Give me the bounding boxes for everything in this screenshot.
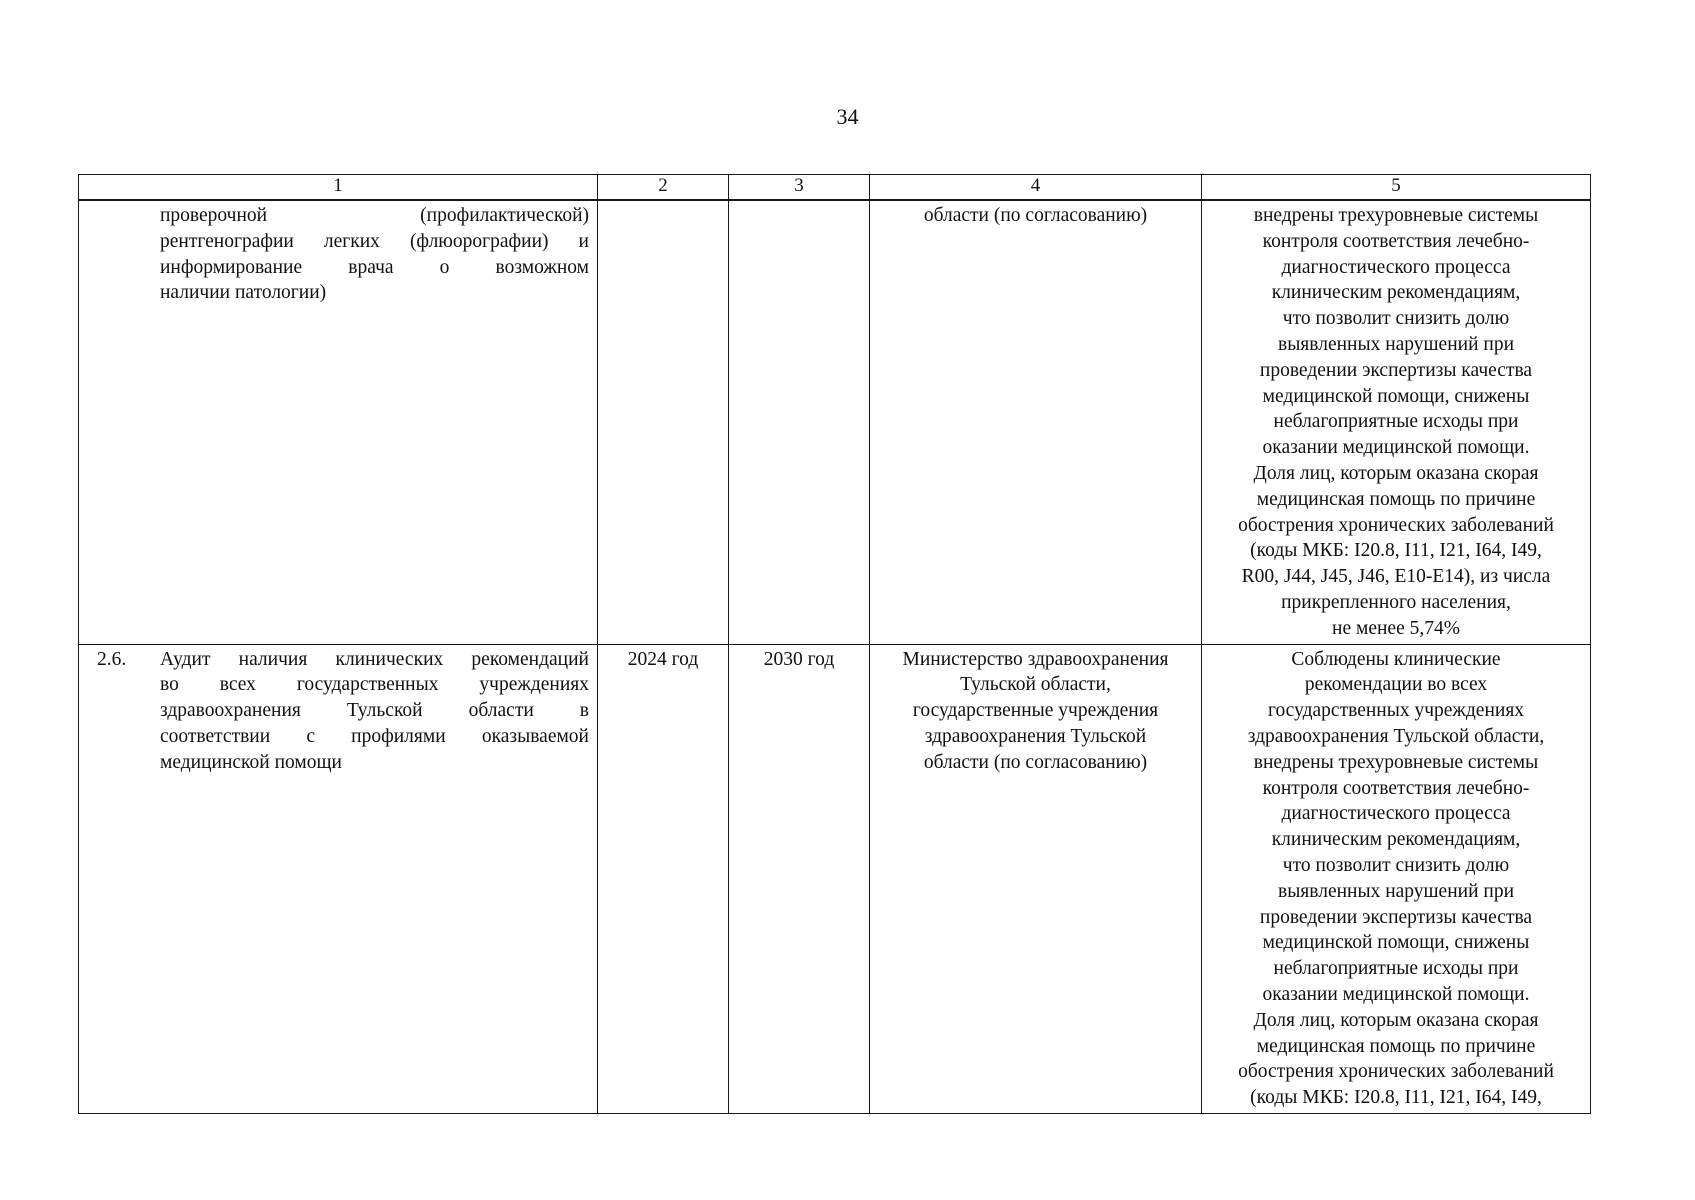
result-line: Доля лиц, которым оказана скорая	[1253, 462, 1539, 484]
measure-description	[160, 203, 589, 306]
executor-line: Министерство здравоохранения	[902, 648, 1169, 670]
header-col-2: 2	[598, 175, 729, 201]
result-line: проведении экспертизы качества	[1259, 906, 1533, 928]
table-header	[79, 175, 1591, 201]
end-date-cell: 2030 год	[729, 644, 870, 1113]
result-line: Доля лиц, которым оказана скорая	[1253, 1009, 1539, 1031]
result-line: внедрены трехуровневые системы	[1253, 205, 1539, 226]
result-line: проведении экспертизы качества	[1259, 359, 1533, 381]
result-line: здравоохранения Тульской области,	[1247, 725, 1545, 747]
result-cell	[1202, 644, 1591, 1113]
result-line: клиническим рекомендациям,	[1271, 829, 1521, 851]
result-line: оказании медицинской помощи.	[1262, 437, 1530, 459]
measure-number: 2.6.	[97, 648, 127, 670]
result-line: неблагоприятные исходы при	[1273, 411, 1519, 433]
header-col-3: 3	[729, 175, 870, 201]
result-line: медицинской помощи, снижены	[1262, 932, 1530, 954]
result-line: (коды МКБ: I20.8, I11, I21, I64, I49,	[1250, 540, 1542, 562]
result-line: диагностического процесса	[1281, 803, 1511, 825]
table-row	[79, 200, 1591, 644]
description-line: информирование врача о возможном	[160, 256, 589, 278]
result-line: клиническим рекомендациям,	[1271, 282, 1521, 304]
measure-number	[85, 203, 160, 306]
result-line: обострения хронических заболеваний	[1238, 1061, 1554, 1083]
measure-cell	[79, 644, 598, 1113]
description-line: соответствии с профилями оказываемой	[160, 725, 589, 747]
description-line: рентгенографии легких (флюорографии) и	[160, 230, 589, 252]
measures-table	[78, 174, 1591, 1114]
executor-cell	[870, 200, 1202, 644]
result-line: контроля соответствия лечебно-	[1262, 777, 1530, 799]
result-line: не менее 5,74%	[1332, 617, 1460, 639]
result-line: контроля соответствия лечебно-	[1262, 230, 1530, 252]
result-line: неблагоприятные исходы при	[1273, 958, 1519, 980]
result-line: рекомендации во всех	[1304, 674, 1488, 696]
header-row	[79, 175, 1591, 201]
executor-cell	[870, 644, 1202, 1113]
result-line: оказании медицинской помощи.	[1262, 983, 1530, 1005]
result-cell	[1202, 200, 1591, 644]
result-line: государственных учреждениях	[1267, 700, 1525, 722]
result-line: что позволит снизить долю	[1282, 308, 1510, 330]
measure-cell	[79, 200, 598, 644]
result-line: внедрены трехуровневые системы	[1253, 751, 1539, 773]
result-line: диагностического процесса	[1281, 256, 1511, 278]
description-line: наличии патологии)	[160, 282, 327, 304]
page-number: 34	[836, 104, 859, 129]
executor-line: области (по согласованию)	[923, 751, 1148, 773]
header-col-5: 5	[1202, 175, 1591, 201]
description-line: проверочной (профилактической)	[160, 205, 589, 226]
executor-line: области (по согласованию)	[923, 205, 1148, 226]
header-col-4: 4	[870, 175, 1202, 201]
description-line: здравоохранения Тульской области в	[160, 700, 589, 722]
result-line: Соблюдены клинические	[1291, 648, 1501, 670]
result-line: медицинская помощь по причине	[1256, 488, 1536, 510]
end-date-cell	[729, 200, 870, 644]
description-line: Аудит наличия клинических рекомендаций	[160, 648, 589, 670]
result-line: медицинская помощь по причине	[1256, 1035, 1536, 1057]
measure-description	[160, 647, 589, 776]
result-line: выявленных нарушений при	[1277, 333, 1515, 355]
executor-line: государственные учреждения	[912, 700, 1159, 722]
table-row	[79, 644, 1591, 1113]
result-line: медицинской помощи, снижены	[1262, 385, 1530, 407]
result-line: обострения хронических заболеваний	[1238, 514, 1554, 536]
result-line: (коды МКБ: I20.8, I11, I21, I64, I49,	[1250, 1087, 1542, 1109]
description-line: во всех государственных учреждениях	[160, 674, 589, 696]
description-line: медицинской помощи	[160, 751, 342, 773]
result-line: что позволит снизить долю	[1282, 854, 1510, 876]
header-col-1: 1	[79, 175, 598, 201]
result-line: прикрепленного населения,	[1281, 591, 1511, 613]
executor-line: Тульской области,	[960, 674, 1111, 696]
executor-line: здравоохранения Тульской	[924, 725, 1147, 747]
start-date-cell: 2024 год	[598, 644, 729, 1113]
result-line: R00, J44, J45, J46, E10-E14), из числа	[1241, 566, 1551, 588]
start-date-cell	[598, 200, 729, 644]
result-line: выявленных нарушений при	[1277, 880, 1515, 902]
